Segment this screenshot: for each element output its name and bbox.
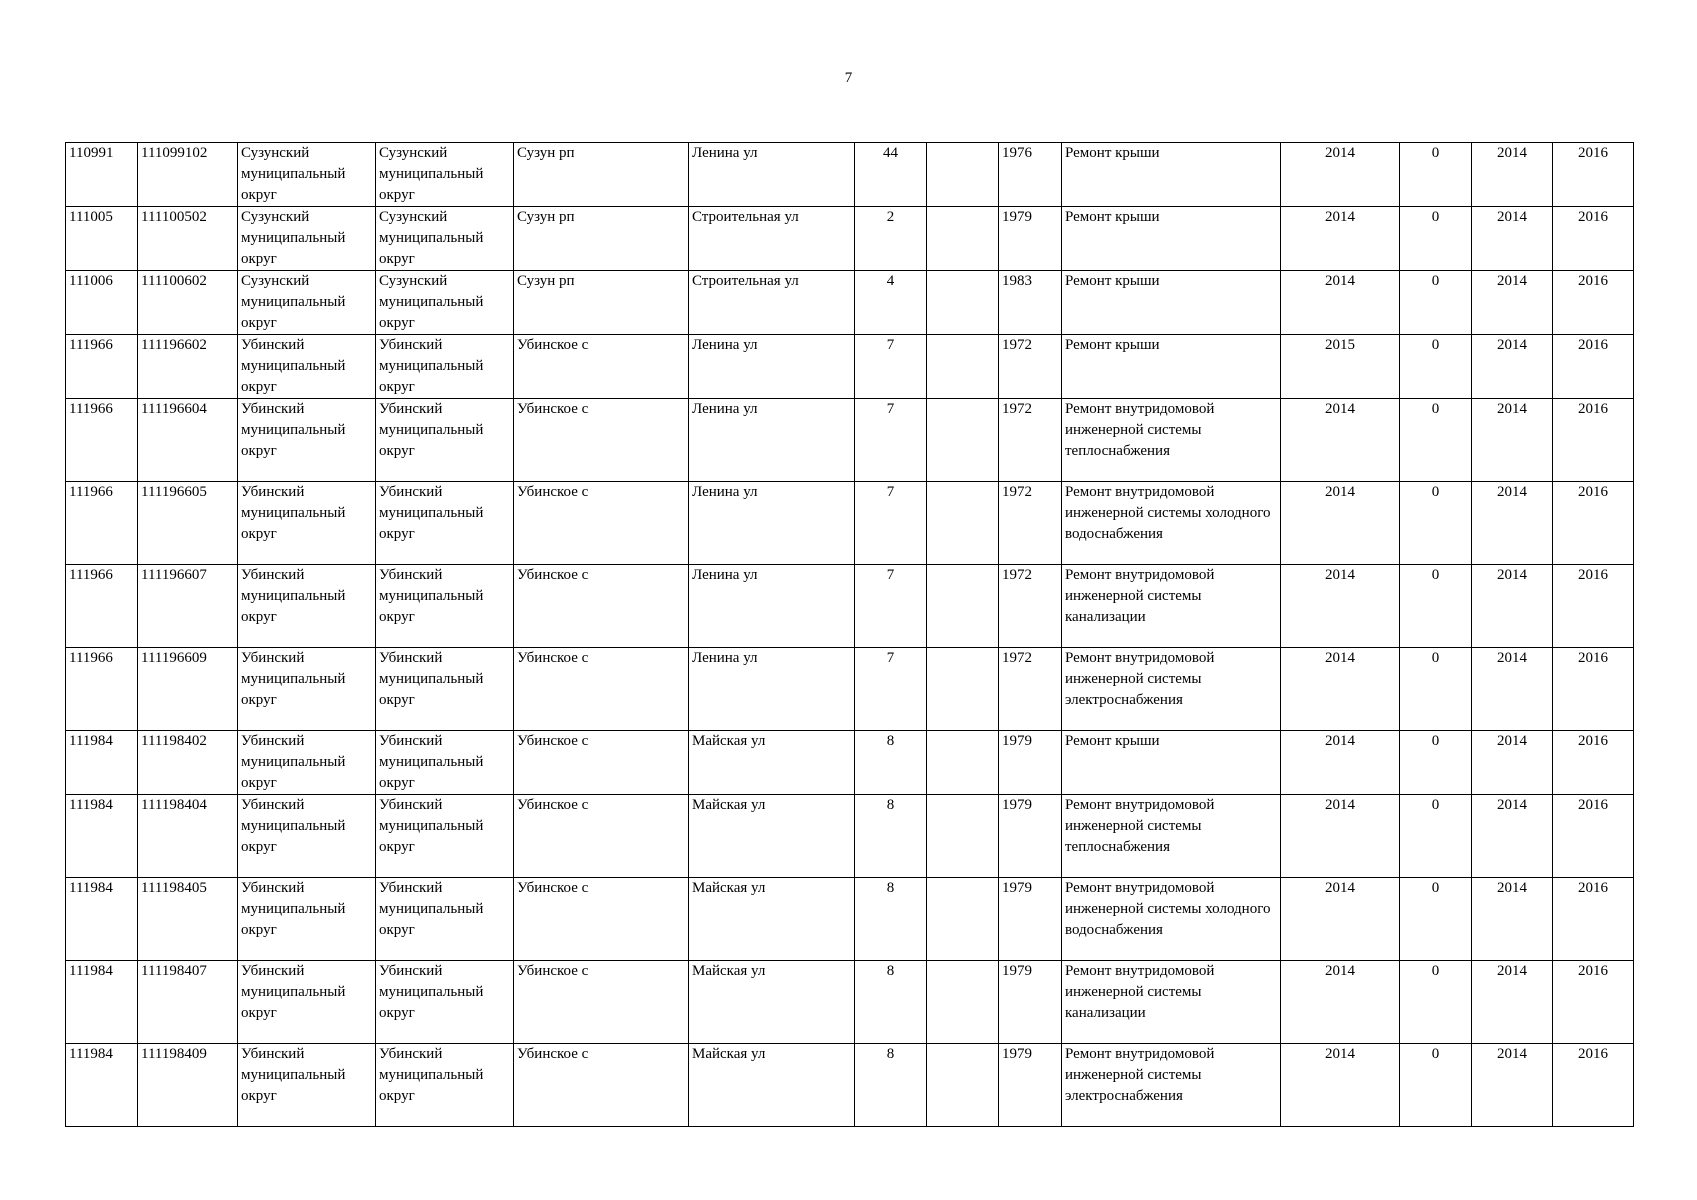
table-row xyxy=(66,482,1634,565)
period-start-cell: 2014 xyxy=(1472,565,1553,648)
planned-year-cell: 2014 xyxy=(1281,271,1400,335)
house-number-cell: 8 xyxy=(855,731,927,795)
amount-cell: 0 xyxy=(1400,795,1472,878)
settlement-district-cell: Сузунский муниципальный округ xyxy=(376,271,514,335)
work-id-cell: 111196609 xyxy=(138,648,238,731)
year-built-cell: 1972 xyxy=(999,482,1062,565)
building-cell xyxy=(927,207,999,271)
building-cell xyxy=(927,648,999,731)
work-id-cell: 111198407 xyxy=(138,961,238,1044)
amount-cell: 0 xyxy=(1400,565,1472,648)
year-built-cell: 1972 xyxy=(999,399,1062,482)
street-cell: Ленина ул xyxy=(689,482,855,565)
building-cell xyxy=(927,565,999,648)
amount-cell: 0 xyxy=(1400,207,1472,271)
amount-cell: 0 xyxy=(1400,271,1472,335)
period-start-cell: 2014 xyxy=(1472,648,1553,731)
municipality-cell: Убинский муниципальный округ xyxy=(238,795,376,878)
house-id-cell: 111966 xyxy=(66,399,138,482)
period-start-cell: 2014 xyxy=(1472,399,1553,482)
work-type-cell: Ремонт внутридомовой инженерной системы теплоснабжения xyxy=(1062,399,1281,482)
planned-year-cell: 2014 xyxy=(1281,565,1400,648)
work-id-cell: 111198402 xyxy=(138,731,238,795)
work-type-cell: Ремонт внутридомовой инженерной системы электроснабжения xyxy=(1062,648,1281,731)
municipality-cell: Убинский муниципальный округ xyxy=(238,878,376,961)
municipality-cell: Убинский муниципальный округ xyxy=(238,1044,376,1127)
amount-cell: 0 xyxy=(1400,878,1472,961)
work-type-cell: Ремонт крыши xyxy=(1062,731,1281,795)
settlement-district-cell: Убинский муниципальный округ xyxy=(376,648,514,731)
municipality-cell: Убинский муниципальный округ xyxy=(238,648,376,731)
locality-cell: Убинское с xyxy=(514,648,689,731)
house-number-cell: 2 xyxy=(855,207,927,271)
work-type-cell: Ремонт внутридомовой инженерной системы электроснабжения xyxy=(1062,1044,1281,1127)
work-type-cell: Ремонт крыши xyxy=(1062,271,1281,335)
work-id-cell: 111196607 xyxy=(138,565,238,648)
work-type-cell: Ремонт внутридомовой инженерной системы холодного водоснабжения xyxy=(1062,878,1281,961)
table-row xyxy=(66,335,1634,399)
house-number-cell: 7 xyxy=(855,482,927,565)
year-built-cell: 1976 xyxy=(999,143,1062,207)
street-cell: Ленина ул xyxy=(689,399,855,482)
house-number-cell: 7 xyxy=(855,335,927,399)
period-end-cell: 2016 xyxy=(1553,731,1634,795)
table-row xyxy=(66,731,1634,795)
settlement-district-cell: Сузунский муниципальный округ xyxy=(376,207,514,271)
building-cell xyxy=(927,335,999,399)
planned-year-cell: 2014 xyxy=(1281,207,1400,271)
table-row xyxy=(66,271,1634,335)
locality-cell: Сузун рп xyxy=(514,271,689,335)
building-cell xyxy=(927,399,999,482)
year-built-cell: 1972 xyxy=(999,335,1062,399)
work-id-cell: 111196604 xyxy=(138,399,238,482)
municipality-cell: Сузунский муниципальный округ xyxy=(238,143,376,207)
settlement-district-cell: Убинский муниципальный округ xyxy=(376,1044,514,1127)
building-cell xyxy=(927,482,999,565)
work-id-cell: 111100602 xyxy=(138,271,238,335)
amount-cell: 0 xyxy=(1400,335,1472,399)
street-cell: Строительная ул xyxy=(689,207,855,271)
work-type-cell: Ремонт внутридомовой инженерной системы канализации xyxy=(1062,961,1281,1044)
settlement-district-cell: Убинский муниципальный округ xyxy=(376,961,514,1044)
street-cell: Строительная ул xyxy=(689,271,855,335)
house-id-cell: 111984 xyxy=(66,1044,138,1127)
planned-year-cell: 2014 xyxy=(1281,795,1400,878)
amount-cell: 0 xyxy=(1400,399,1472,482)
locality-cell: Убинское с xyxy=(514,399,689,482)
work-type-cell: Ремонт внутридомовой инженерной системы канализации xyxy=(1062,565,1281,648)
locality-cell: Сузун рп xyxy=(514,207,689,271)
municipality-cell: Убинский муниципальный округ xyxy=(238,731,376,795)
locality-cell: Убинское с xyxy=(514,878,689,961)
municipality-cell: Убинский муниципальный округ xyxy=(238,399,376,482)
year-built-cell: 1972 xyxy=(999,648,1062,731)
planned-year-cell: 2014 xyxy=(1281,731,1400,795)
work-type-cell: Ремонт крыши xyxy=(1062,143,1281,207)
work-id-cell: 111198405 xyxy=(138,878,238,961)
street-cell: Ленина ул xyxy=(689,565,855,648)
amount-cell: 0 xyxy=(1400,482,1472,565)
house-number-cell: 7 xyxy=(855,565,927,648)
capital-repair-table xyxy=(65,142,1634,1127)
locality-cell: Убинское с xyxy=(514,795,689,878)
locality-cell: Убинское с xyxy=(514,335,689,399)
page-number: 7 xyxy=(844,70,853,86)
year-built-cell: 1983 xyxy=(999,271,1062,335)
house-id-cell: 111966 xyxy=(66,482,138,565)
work-id-cell: 111100502 xyxy=(138,207,238,271)
work-id-cell: 111198409 xyxy=(138,1044,238,1127)
municipality-cell: Сузунский муниципальный округ xyxy=(238,207,376,271)
planned-year-cell: 2014 xyxy=(1281,961,1400,1044)
house-number-cell: 7 xyxy=(855,399,927,482)
building-cell xyxy=(927,1044,999,1127)
house-number-cell: 7 xyxy=(855,648,927,731)
work-type-cell: Ремонт внутридомовой инженерной системы холодного водоснабжения xyxy=(1062,482,1281,565)
settlement-district-cell: Убинский муниципальный округ xyxy=(376,878,514,961)
planned-year-cell: 2015 xyxy=(1281,335,1400,399)
building-cell xyxy=(927,143,999,207)
period-end-cell: 2016 xyxy=(1553,565,1634,648)
table-row xyxy=(66,399,1634,482)
table-row xyxy=(66,878,1634,961)
municipality-cell: Убинский муниципальный округ xyxy=(238,335,376,399)
locality-cell: Убинское с xyxy=(514,731,689,795)
settlement-district-cell: Сузунский муниципальный округ xyxy=(376,143,514,207)
municipality-cell: Убинский муниципальный округ xyxy=(238,565,376,648)
work-type-cell: Ремонт крыши xyxy=(1062,207,1281,271)
period-start-cell: 2014 xyxy=(1472,207,1553,271)
settlement-district-cell: Убинский муниципальный округ xyxy=(376,482,514,565)
period-start-cell: 2014 xyxy=(1472,143,1553,207)
period-end-cell: 2016 xyxy=(1553,207,1634,271)
house-id-cell: 111984 xyxy=(66,961,138,1044)
settlement-district-cell: Убинский муниципальный округ xyxy=(376,335,514,399)
house-number-cell: 8 xyxy=(855,878,927,961)
settlement-district-cell: Убинский муниципальный округ xyxy=(376,731,514,795)
table-row xyxy=(66,961,1634,1044)
year-built-cell: 1979 xyxy=(999,731,1062,795)
house-number-cell: 8 xyxy=(855,1044,927,1127)
amount-cell: 0 xyxy=(1400,731,1472,795)
municipality-cell: Сузунский муниципальный округ xyxy=(238,271,376,335)
period-start-cell: 2014 xyxy=(1472,271,1553,335)
period-start-cell: 2014 xyxy=(1472,482,1553,565)
period-end-cell: 2016 xyxy=(1553,335,1634,399)
year-built-cell: 1979 xyxy=(999,1044,1062,1127)
table-row xyxy=(66,207,1634,271)
period-start-cell: 2014 xyxy=(1472,961,1553,1044)
work-id-cell: 111196605 xyxy=(138,482,238,565)
period-start-cell: 2014 xyxy=(1472,731,1553,795)
house-id-cell: 111006 xyxy=(66,271,138,335)
street-cell: Ленина ул xyxy=(689,335,855,399)
year-built-cell: 1979 xyxy=(999,878,1062,961)
settlement-district-cell: Убинский муниципальный округ xyxy=(376,795,514,878)
house-id-cell: 111005 xyxy=(66,207,138,271)
period-end-cell: 2016 xyxy=(1553,795,1634,878)
table-row xyxy=(66,795,1634,878)
period-start-cell: 2014 xyxy=(1472,1044,1553,1127)
period-end-cell: 2016 xyxy=(1553,143,1634,207)
house-id-cell: 111966 xyxy=(66,565,138,648)
planned-year-cell: 2014 xyxy=(1281,482,1400,565)
building-cell xyxy=(927,961,999,1044)
period-end-cell: 2016 xyxy=(1553,271,1634,335)
table-body xyxy=(66,143,1634,1127)
year-built-cell: 1979 xyxy=(999,795,1062,878)
building-cell xyxy=(927,878,999,961)
street-cell: Майская ул xyxy=(689,731,855,795)
house-number-cell: 44 xyxy=(855,143,927,207)
work-id-cell: 111099102 xyxy=(138,143,238,207)
table-row xyxy=(66,565,1634,648)
house-number-cell: 8 xyxy=(855,795,927,878)
amount-cell: 0 xyxy=(1400,1044,1472,1127)
work-id-cell: 111198404 xyxy=(138,795,238,878)
table-row xyxy=(66,648,1634,731)
table-row xyxy=(66,143,1634,207)
planned-year-cell: 2014 xyxy=(1281,1044,1400,1127)
street-cell: Майская ул xyxy=(689,961,855,1044)
municipality-cell: Убинский муниципальный округ xyxy=(238,961,376,1044)
period-end-cell: 2016 xyxy=(1553,878,1634,961)
house-id-cell: 111966 xyxy=(66,648,138,731)
planned-year-cell: 2014 xyxy=(1281,878,1400,961)
house-id-cell: 111984 xyxy=(66,731,138,795)
planned-year-cell: 2014 xyxy=(1281,399,1400,482)
table-row xyxy=(66,1044,1634,1127)
year-built-cell: 1979 xyxy=(999,961,1062,1044)
settlement-district-cell: Убинский муниципальный округ xyxy=(376,565,514,648)
building-cell xyxy=(927,271,999,335)
period-start-cell: 2014 xyxy=(1472,335,1553,399)
house-id-cell: 111966 xyxy=(66,335,138,399)
year-built-cell: 1972 xyxy=(999,565,1062,648)
municipality-cell: Убинский муниципальный округ xyxy=(238,482,376,565)
house-number-cell: 8 xyxy=(855,961,927,1044)
period-end-cell: 2016 xyxy=(1553,399,1634,482)
period-start-cell: 2014 xyxy=(1472,878,1553,961)
locality-cell: Убинское с xyxy=(514,482,689,565)
year-built-cell: 1979 xyxy=(999,207,1062,271)
period-start-cell: 2014 xyxy=(1472,795,1553,878)
period-end-cell: 2016 xyxy=(1553,1044,1634,1127)
work-type-cell: Ремонт крыши xyxy=(1062,335,1281,399)
locality-cell: Убинское с xyxy=(514,1044,689,1127)
locality-cell: Убинское с xyxy=(514,961,689,1044)
street-cell: Майская ул xyxy=(689,1044,855,1127)
street-cell: Майская ул xyxy=(689,795,855,878)
locality-cell: Убинское с xyxy=(514,565,689,648)
house-id-cell: 111984 xyxy=(66,795,138,878)
period-end-cell: 2016 xyxy=(1553,482,1634,565)
house-id-cell: 111984 xyxy=(66,878,138,961)
period-end-cell: 2016 xyxy=(1553,961,1634,1044)
work-id-cell: 111196602 xyxy=(138,335,238,399)
amount-cell: 0 xyxy=(1400,143,1472,207)
work-type-cell: Ремонт внутридомовой инженерной системы теплоснабжения xyxy=(1062,795,1281,878)
street-cell: Майская ул xyxy=(689,878,855,961)
building-cell xyxy=(927,795,999,878)
period-end-cell: 2016 xyxy=(1553,648,1634,731)
street-cell: Ленина ул xyxy=(689,648,855,731)
street-cell: Ленина ул xyxy=(689,143,855,207)
amount-cell: 0 xyxy=(1400,648,1472,731)
house-number-cell: 4 xyxy=(855,271,927,335)
settlement-district-cell: Убинский муниципальный округ xyxy=(376,399,514,482)
locality-cell: Сузун рп xyxy=(514,143,689,207)
building-cell xyxy=(927,731,999,795)
house-id-cell: 110991 xyxy=(66,143,138,207)
planned-year-cell: 2014 xyxy=(1281,143,1400,207)
planned-year-cell: 2014 xyxy=(1281,648,1400,731)
amount-cell: 0 xyxy=(1400,961,1472,1044)
